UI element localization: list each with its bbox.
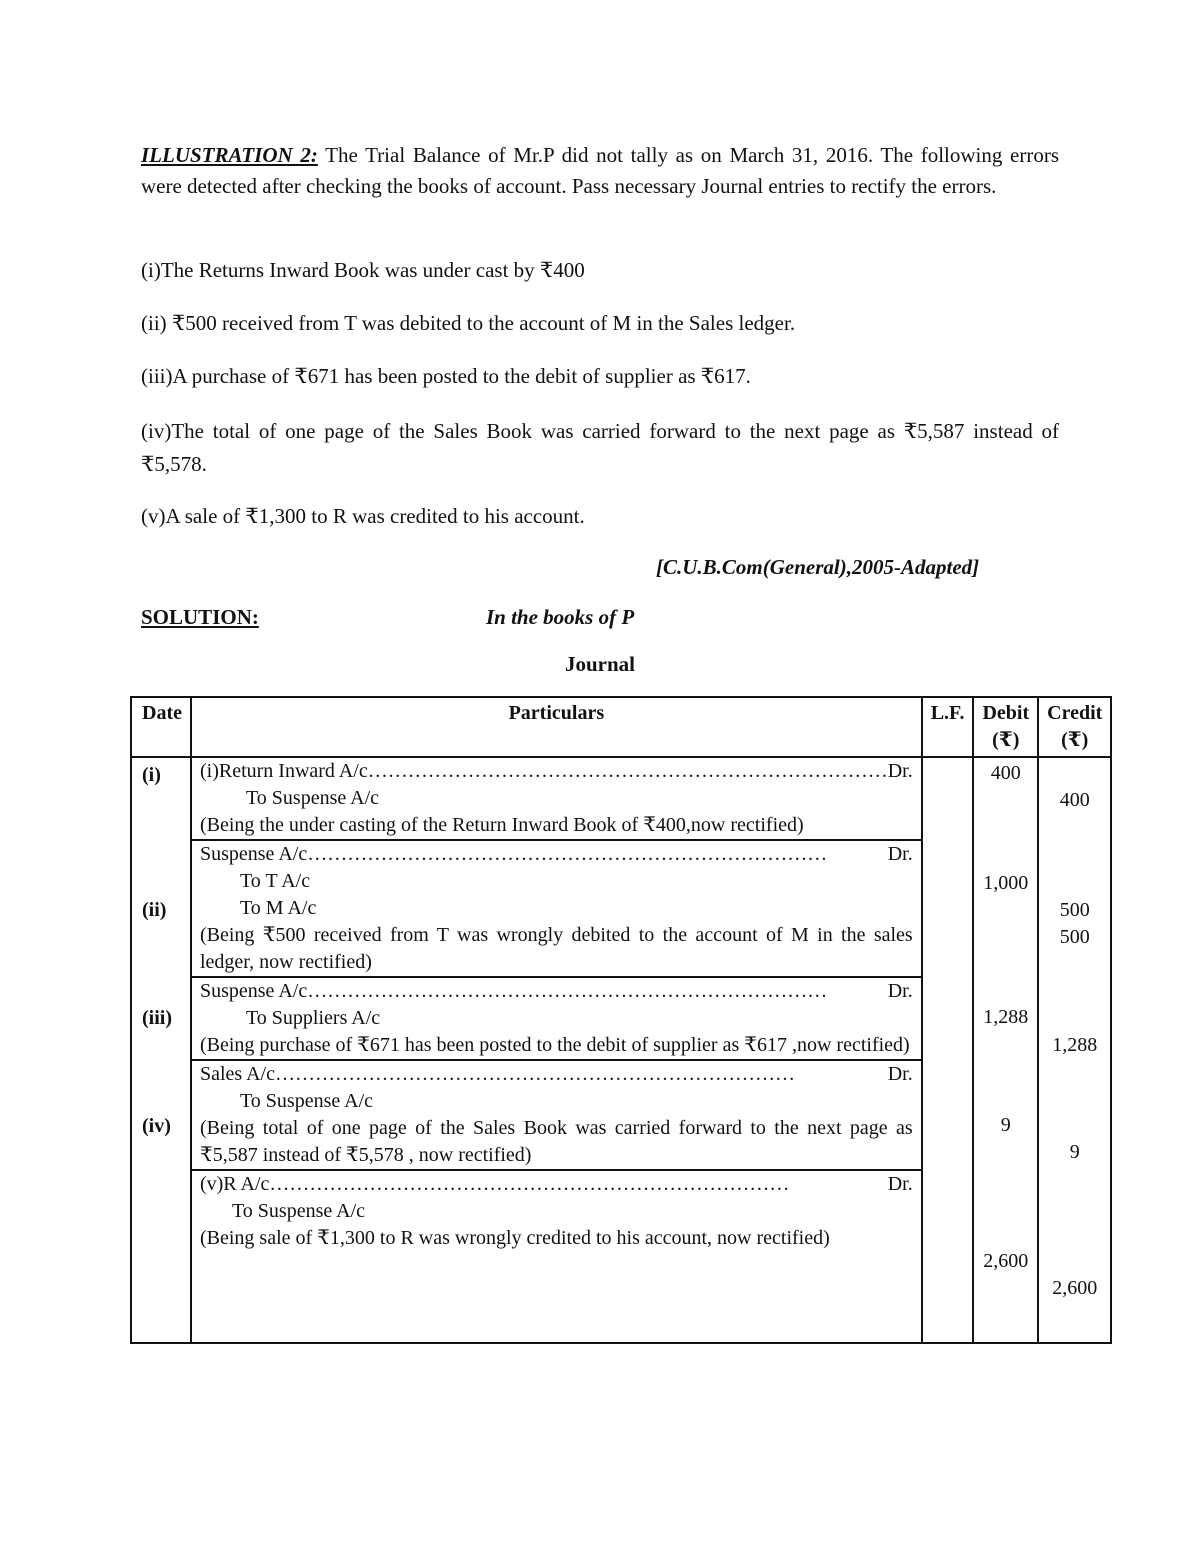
header-debit: [973, 697, 1038, 757]
journal-entry-5: [192, 1171, 921, 1252]
journal-title: Journal: [564, 652, 635, 676]
dr-suffix: Dr.: [887, 843, 913, 865]
header-debit-label: Debit: [982, 702, 1030, 724]
credit-amount-5: 2,600: [1052, 1277, 1098, 1299]
error-item-2: (ii) ₹500 received from T was debited to the account of M in the Sales ledger.: [141, 311, 796, 335]
credit-amount-1: 400: [1059, 789, 1090, 811]
credit-amount-4: 9: [1069, 1141, 1080, 1163]
debit-amount-1: 400: [990, 762, 1021, 784]
journal-entry-2: [192, 841, 921, 978]
date-label-i: (i): [142, 764, 161, 786]
credit-account: To M A/c: [239, 897, 317, 919]
debit-account: (v)R A/c: [199, 1173, 270, 1195]
dr-suffix: Dr.: [887, 1173, 913, 1195]
header-date: Date: [131, 697, 191, 757]
debit-account: Suspense A/c: [199, 980, 308, 1002]
journal-header-row: [131, 697, 1111, 757]
header-credit-unit: (₹): [1061, 729, 1089, 751]
dr-suffix: Dr.: [887, 1063, 913, 1085]
solution-label: SOLUTION:: [141, 605, 259, 629]
journal-entry-4: [192, 1061, 921, 1171]
illustration-label: ILLUSTRATION 2:: [141, 143, 318, 167]
date-label-iv: (iv): [142, 1115, 171, 1137]
credit-account: To Suspense A/c: [239, 1090, 374, 1112]
header-debit-unit: (₹): [992, 729, 1020, 751]
debit-column: [973, 757, 1038, 1343]
debit-account: Sales A/c: [199, 1063, 275, 1085]
dot-leader: ……………………………………………………………………: [307, 980, 828, 1002]
credit-account: To Suspense A/c: [231, 1200, 366, 1222]
debit-amount-3: 1,288: [983, 1006, 1029, 1028]
particulars-column: [191, 757, 922, 1343]
date-column: [131, 757, 191, 1343]
narration: (Being sale of ₹1,300 to R was wrongly credited to his account, now rectified): [199, 1227, 830, 1249]
credit-account: To Suppliers A/c: [245, 1007, 381, 1029]
credit-amount-2b: 500: [1059, 926, 1090, 948]
books-heading: In the books of P: [486, 605, 635, 629]
debit-line: [200, 841, 913, 868]
journal-table: [130, 696, 1112, 1344]
error-item-1: (i)The Returns Inward Book was under cast by ₹400: [141, 258, 585, 282]
credit-amount-2a: 500: [1059, 899, 1090, 921]
credit-amount-3: 1,288: [1052, 1034, 1098, 1056]
debit-amount-5: 2,600: [983, 1250, 1029, 1272]
header-particulars: Particulars: [191, 697, 922, 757]
header-credit-label: Credit: [1047, 702, 1103, 724]
error-item-3: (iii)A purchase of ₹671 has been posted to the debit of supplier as ₹617.: [141, 364, 751, 388]
date-label-iii: (iii): [142, 1007, 172, 1029]
journal-entry-1: [192, 758, 921, 841]
debit-amount-2: 1,000: [983, 872, 1029, 894]
credit-account: To T A/c: [239, 870, 311, 892]
journal-body-row: [131, 757, 1111, 1343]
header-credit: [1038, 697, 1111, 757]
error-item-5: (v)A sale of ₹1,300 to R was credited to his account.: [141, 504, 585, 528]
narration: (Being ₹500 received from T was wrongly debited to the account of M in the sales ledger, now rectified): [199, 924, 913, 973]
header-lf: L.F.: [922, 697, 974, 757]
source-citation: [C.U.B.Com(General),2005-Adapted]: [656, 555, 980, 579]
debit-amount-4: 9: [1000, 1114, 1011, 1136]
credit-account: To Suspense A/c: [245, 787, 380, 809]
error-item-4: (iv)The total of one page of the Sales Book was carried forward to the next page as ₹5,587 instead of ₹5,578.: [141, 419, 1059, 476]
question-text: The Trial Balance of Mr.P did not tally as on March 31, 2016. The following errors were detected after checking the books of account. Pass necessary Journal entries to rectify the errors.: [141, 143, 1059, 198]
dot-leader: ……………………………………………………………………: [274, 1063, 795, 1085]
credit-column: [1038, 757, 1111, 1343]
debit-account: (i)Return Inward A/c: [199, 760, 368, 782]
debit-line: [200, 1061, 913, 1088]
dr-suffix: Dr.: [887, 760, 913, 782]
debit-line: [200, 1171, 913, 1198]
narration: (Being the under casting of the Return Inward Book of ₹400,now rectified): [199, 814, 804, 836]
journal-entry-3: [192, 978, 921, 1061]
date-label-ii: (ii): [142, 899, 167, 921]
narration: (Being purchase of ₹671 has been posted to the debit of supplier as ₹617 ,now rectified): [199, 1034, 910, 1056]
dot-leader: ……………………………………………………………………: [367, 760, 888, 782]
dot-leader: ……………………………………………………………………: [307, 843, 828, 865]
dot-leader: ……………………………………………………………………: [269, 1173, 790, 1195]
lf-column: [922, 757, 974, 1343]
narration: (Being total of one page of the Sales Book was carried forward to the next page as ₹5,587 instead of ₹5,578 , now rectified): [199, 1117, 913, 1166]
debit-line: [200, 978, 913, 1005]
debit-account: Suspense A/c: [199, 843, 308, 865]
question-paragraph: [141, 140, 1059, 202]
debit-line: [200, 758, 913, 785]
dr-suffix: Dr.: [887, 980, 913, 1002]
